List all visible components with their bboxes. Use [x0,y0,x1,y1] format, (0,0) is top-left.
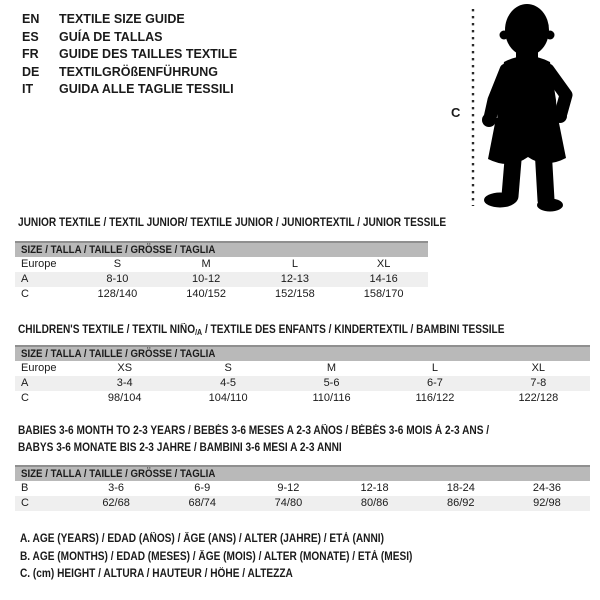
row-label: C [21,497,29,509]
size-cell: 92/98 [533,497,561,509]
language-label: GUÍA DE TALLAS [59,29,163,44]
language-code: IT [22,82,34,96]
size-cell: 104/110 [208,392,248,404]
size-cell: M [201,258,211,270]
size-cell: M [326,362,337,374]
size-table-babies [15,465,590,511]
language-label: TEXTILGRÖßENFÜHRUNG [59,64,219,79]
table-title-children [18,322,571,342]
language-code: ES [22,29,39,44]
size-cell: 8-10 [106,273,129,285]
title-part: CHILDREN'S TEXTILE / TEXTIL NIÑO [18,324,196,336]
size-cell: 68/74 [188,497,217,509]
size-cell: L [291,258,298,270]
size-cell: 80/86 [360,497,389,509]
size-cell: S [113,258,122,270]
table-row [15,376,590,391]
footnote [20,566,466,584]
size-table-junior [15,241,428,302]
size-cell: 24-36 [532,482,562,494]
table-title-text [18,322,504,342]
size-header-label: SIZE / TALLA / TAILLE / GRÖSSE / TAGLIA [21,348,216,360]
table-title-junior [18,215,504,232]
row-label: A [21,273,29,285]
language-code: EN [22,12,40,26]
table-title-text [18,423,489,456]
language-code: DE [22,64,40,79]
toddler-figure [438,0,600,215]
language-label: TEXTILE SIZE GUIDE [59,12,185,26]
size-cell: 98/104 [107,392,142,404]
language-code: FR [22,47,39,61]
size-cell: 12-13 [280,273,309,285]
size-header-label: SIZE / TALLA / TAILLE / GRÖSSE / TAGLIA [21,468,216,480]
size-cell: 10-12 [192,273,221,285]
size-cell: 152/158 [274,288,315,300]
language-label: GUIDE DES TAILLES TEXTILE [59,47,238,61]
size-cell: 18-24 [446,482,475,494]
title-line: BABIES 3-6 MONTH TO 2-3 YEARS / BEBÉS 3-6 MESES A 2-3 AÑOS / BÉBÉS 3-6 MOIS À 2-3 ANS / [18,425,490,437]
title-line: BABYS 3-6 MONATE BIS 2-3 JAHRE / BAMBINI 3-6 MESI A 2-3 ANNI [18,441,342,454]
table-row [15,361,590,376]
table-header-bar [15,345,590,361]
table-row [15,481,590,496]
size-cell: 12-18 [360,482,389,494]
legend-row [22,46,237,64]
table-row [15,272,428,287]
title-part: / TEXTILE DES ENFANTS / KINDERTEXTIL / BAMBINI TESSILE [202,324,505,336]
table-title-text: JUNIOR TEXTILE / TEXTIL JUNIOR/ TEXTILE JUNIOR / JUNIORTEXTIL / JUNIOR TESSILE [18,217,447,229]
table-row [15,257,428,272]
size-cell: 4-5 [220,377,237,389]
footnote-text: C. (cm) HEIGHT / ALTURA / HAUTEUR / HÖHE / ALTEZZA [20,568,293,580]
size-cell: 6-7 [426,377,443,389]
table-header-bar [15,465,590,481]
size-cell: 7-8 [530,377,547,389]
size-cell: 74/80 [274,497,303,509]
row-label: A [21,377,29,389]
footnote-legend [20,531,466,584]
footnote-text: B. AGE (MONTHS) / EDAD (MESES) / ÂGE (MOIS) / ALTER (MONATE) / ETÀ (MESI) [20,550,413,563]
size-cell: 158/170 [363,288,404,300]
size-cell: 9-12 [277,482,300,494]
size-cell: XL [376,258,391,270]
table-row [15,496,590,511]
table-row [15,391,590,406]
size-cell: 3-4 [116,377,133,389]
language-legend [22,11,237,99]
table-header-bar [15,241,428,257]
table-row [15,287,428,302]
size-cell: 3-6 [108,482,125,494]
size-cell: 110/116 [312,392,351,404]
row-label: B [21,482,29,494]
row-label: Europe [21,258,57,270]
footnote-text: A. AGE (YEARS) / EDAD (AÑOS) / ÂGE (ANS) / ALTER (JAHRE) / ETÀ (ANNI) [20,533,384,545]
height-marker-label: C [451,105,461,120]
footnote [20,549,466,567]
size-cell: 116/122 [415,392,455,404]
title-part-sub: /A [195,328,203,337]
size-cell: 62/68 [102,497,130,509]
legend-row [22,29,237,47]
legend-row [22,81,237,99]
size-cell: 140/152 [186,288,226,300]
size-cell: 86/92 [447,497,475,509]
table-title-babies [18,423,553,456]
footnote [20,531,466,549]
language-label: GUIDA ALLE TAGLIE TESSILI [59,82,234,96]
size-header-label: SIZE / TALLA / TAILLE / GRÖSSE / TAGLIA [21,244,216,256]
size-cell: XS [117,362,133,374]
legend-row [22,64,237,82]
row-label: C [21,288,29,300]
size-cell: 122/128 [518,392,559,404]
legend-row [22,11,237,29]
size-cell: XL [531,362,546,374]
size-cell: 14-16 [369,273,398,285]
row-label: C [21,392,29,404]
row-label: Europe [21,362,57,374]
size-cell: 5-6 [323,377,340,389]
toddler-silhouette-icon [482,4,567,212]
size-cell: 128/140 [97,288,138,300]
size-cell: S [224,362,232,374]
size-table-children [15,345,590,406]
size-cell: L [431,362,438,374]
size-cell: 6-9 [194,482,211,494]
